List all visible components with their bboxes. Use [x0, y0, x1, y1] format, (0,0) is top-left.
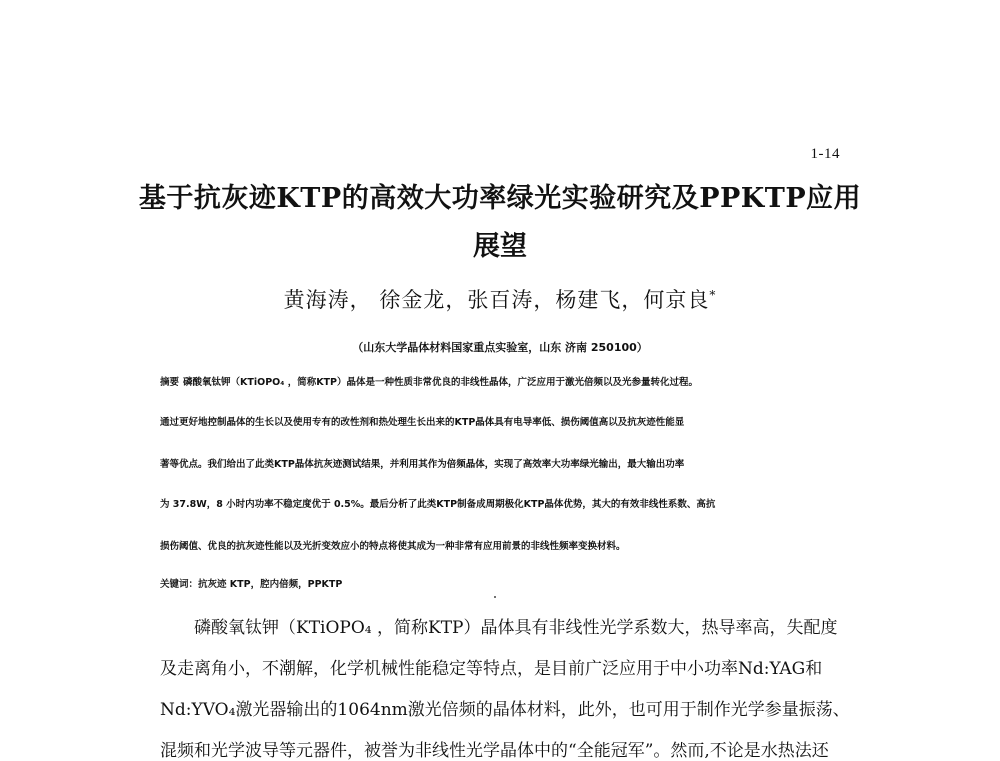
abstract-line: 为 37.8W，8 小时内功率不稳定度优于 0.5%。最后分析了此类KTP制备成周期极化KTP晶体优势，其大的有效非线性系数、高抗	[160, 499, 716, 510]
body-line: 磷酸氧钛钾（KTiOPO₄ ，简称KTP）晶体具有非线性光学系数大，热导率高，失配度	[194, 618, 838, 638]
abstract-label: 摘要	[160, 377, 180, 388]
scan-dot	[494, 596, 496, 598]
abstract-line: 损伤阈值、优良的抗灰迹性能以及光折变效应小的特点将使其成为一种非常有应用前景的非线性频率变换材料。	[160, 541, 626, 552]
author-names: 黄海涛， 徐金龙，张百涛，杨建飞，何京良	[283, 288, 710, 312]
keywords: 关键词：抗灰迹 KTP，腔内倍频，PPKTP	[160, 579, 343, 590]
author-list	[0, 284, 1000, 314]
page-number: 1-14	[810, 146, 840, 162]
corresponding-author-mark: *	[709, 288, 717, 302]
paper-title-line-1: 基于抗灰迹KTP的高效大功率绿光实验研究及PPKTP应用	[138, 183, 862, 214]
body-line: Nd:YVO₄激光器输出的1064nm激光倍频的晶体材料，此外，也可用于制作光学参量振荡、	[160, 700, 850, 720]
paper-title-line-2: 展望	[473, 231, 527, 262]
abstract-line	[160, 374, 698, 388]
body-line: 及走离角小，不潮解，化学机械性能稳定等特点，是目前广泛应用于中小功率Nd:YAG和	[160, 659, 823, 679]
abstract-line: 著等优点。我们给出了此类KTP晶体抗灰迹测试结果，并利用其作为倍频晶体，实现了高效率大功率绿光输出，最大输出功率	[160, 459, 685, 470]
body-line: 混频和光学波导等元器件，被誉为非线性光学晶体中的“全能冠军”。然而,不论是水热法还	[160, 741, 829, 761]
abstract-line: 通过更好地控制晶体的生长以及使用专有的改性剂和热处理生长出来的KTP晶体具有电导率低、损伤阈值高以及抗灰迹性能显	[160, 417, 685, 428]
affiliation: （山东大学晶体材料国家重点实验室，山东 济南 250100）	[352, 341, 648, 354]
abstract-line-text: 磷酸氧钛钾（KTiOPO₄ ，简称KTP）晶体是一种性质非常优良的非线性晶体，广泛应用于激光倍频以及光参量转化过程。	[183, 377, 699, 388]
